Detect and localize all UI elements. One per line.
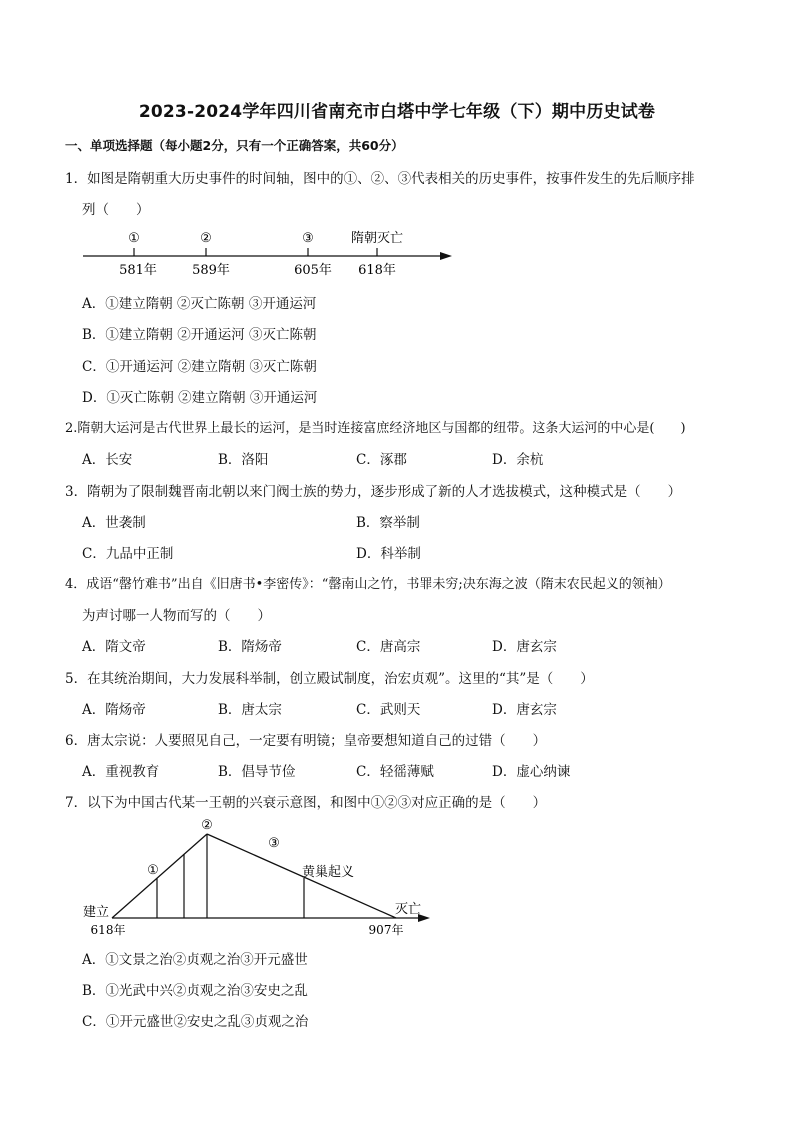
q1-option-c: C．①开通运河 ②建立隋朝 ③灭亡陈朝 bbox=[82, 359, 317, 375]
q5-option-c: C．武则天 bbox=[356, 702, 421, 718]
q6-option-a: A．重视教育 bbox=[82, 764, 160, 780]
diagram-event-label: 黄巢起义 bbox=[301, 865, 355, 880]
q7-dynasty-diagram bbox=[78, 812, 438, 940]
diagram-start-year: 618年 bbox=[90, 923, 126, 937]
q4-option-c: C．唐高宗 bbox=[356, 639, 421, 655]
diagram-end-label: 灭亡 bbox=[394, 902, 422, 917]
timeline-year-4: 618年 bbox=[358, 263, 396, 278]
q2-option-a: A．长安 bbox=[82, 452, 133, 468]
section-heading: 一、单项选择题（每小题2分，只有一个正确答案，共60分） bbox=[65, 138, 404, 153]
q5-option-d: D．唐玄宗 bbox=[492, 702, 557, 718]
timeline-arrow bbox=[440, 252, 452, 260]
q6-option-c: C．轻徭薄赋 bbox=[356, 764, 434, 780]
q4-option-b: B．隋炀帝 bbox=[218, 639, 282, 655]
q7-option-a: A．①文景之治②贞观之治③开元盛世 bbox=[82, 952, 308, 968]
q4-stem-line1: 4．成语“罄竹难书”出自《旧唐书•李密传》：“罄南山之竹，书罪未穷;决东海之波（隋末农民起义的领袖） bbox=[65, 577, 671, 592]
q2-stem: 2.隋朝大运河是古代世界上最长的运河，是当时连接富庶经济地区与国都的纽带。这条大运河的中心是( ) bbox=[65, 421, 686, 436]
diagram-mark-1: ① bbox=[147, 863, 159, 878]
q5-option-a: A．隋炀帝 bbox=[82, 702, 146, 718]
q2-option-d: D．余杭 bbox=[492, 452, 544, 468]
q6-option-b: B．倡导节俭 bbox=[218, 764, 296, 780]
q4-stem-line2: 为声讨哪一人物而写的（ ） bbox=[82, 608, 271, 624]
diagram-end-year: 907年 bbox=[368, 923, 404, 937]
q2-option-c: C．涿郡 bbox=[356, 452, 407, 468]
q6-option-d: D．虚心纳谏 bbox=[492, 764, 571, 780]
diagram-mark-2: ② bbox=[201, 818, 213, 833]
page-title: 2023-2024学年四川省南充市白塔中学七年级（下）期中历史试卷 bbox=[138, 102, 656, 122]
q1-stem-line1: 1．如图是隋朝重大历史事件的时间轴，图中的①、②、③代表相关的历史事件，按事件发生的先后顺序排 bbox=[65, 171, 695, 187]
q1-stem-line2: 列（ ） bbox=[82, 202, 150, 218]
q1-option-d: D．①灭亡陈朝 ②建立隋朝 ③开通运河 bbox=[82, 390, 318, 406]
diagram-mark-3: ③ bbox=[268, 836, 280, 851]
q1-timeline bbox=[80, 226, 460, 282]
timeline-event-1: ① bbox=[128, 231, 140, 246]
q5-option-b: B．唐太宗 bbox=[218, 702, 282, 718]
q7-stem: 7．以下为中国古代某一王朝的兴衰示意图，和图中①②③对应正确的是（ ） bbox=[65, 795, 547, 811]
q3-option-d: D．科举制 bbox=[356, 546, 421, 562]
q7-option-b: B．①光武中兴②贞观之治③安史之乱 bbox=[82, 983, 308, 999]
diagram-rise bbox=[112, 834, 207, 918]
q5-stem: 5．在其统治期间，大力发展科举制，创立殿试制度，治宏贞观”。这里的“其”是（ ） bbox=[65, 671, 594, 687]
q2-option-b: B．洛阳 bbox=[218, 452, 269, 468]
q3-stem: 3．隋朝为了限制魏晋南北朝以来门阀士族的势力，逐步形成了新的人才选拔模式，这种模式是（ ） bbox=[65, 484, 682, 500]
diagram-start-label: 建立 bbox=[82, 905, 110, 920]
q4-option-a: A．隋文帝 bbox=[82, 639, 146, 655]
timeline-year-2: 589年 bbox=[192, 263, 230, 278]
q7-option-c: C．①开元盛世②安史之乱③贞观之治 bbox=[82, 1014, 309, 1030]
q3-option-a: A．世袭制 bbox=[82, 515, 146, 531]
timeline-year-3: 605年 bbox=[294, 263, 332, 278]
timeline-year-1: 581年 bbox=[119, 263, 157, 278]
q4-option-d: D．唐玄宗 bbox=[492, 639, 557, 655]
q1-option-a: A．①建立隋朝 ②灭亡陈朝 ③开通运河 bbox=[82, 296, 317, 312]
q3-option-b: B．察举制 bbox=[356, 515, 420, 531]
q1-option-b: B．①建立隋朝 ②开通运河 ③灭亡陈朝 bbox=[82, 327, 317, 343]
timeline-event-2: ② bbox=[200, 231, 212, 246]
timeline-event-3: ③ bbox=[302, 231, 314, 246]
q3-option-c: C．九品中正制 bbox=[82, 546, 174, 562]
timeline-event-4: 隋朝灭亡 bbox=[350, 231, 404, 246]
q6-stem: 6．唐太宗说：人要照见自己，一定要有明镜；皇帝要想知道自己的过错（ ） bbox=[65, 733, 547, 749]
